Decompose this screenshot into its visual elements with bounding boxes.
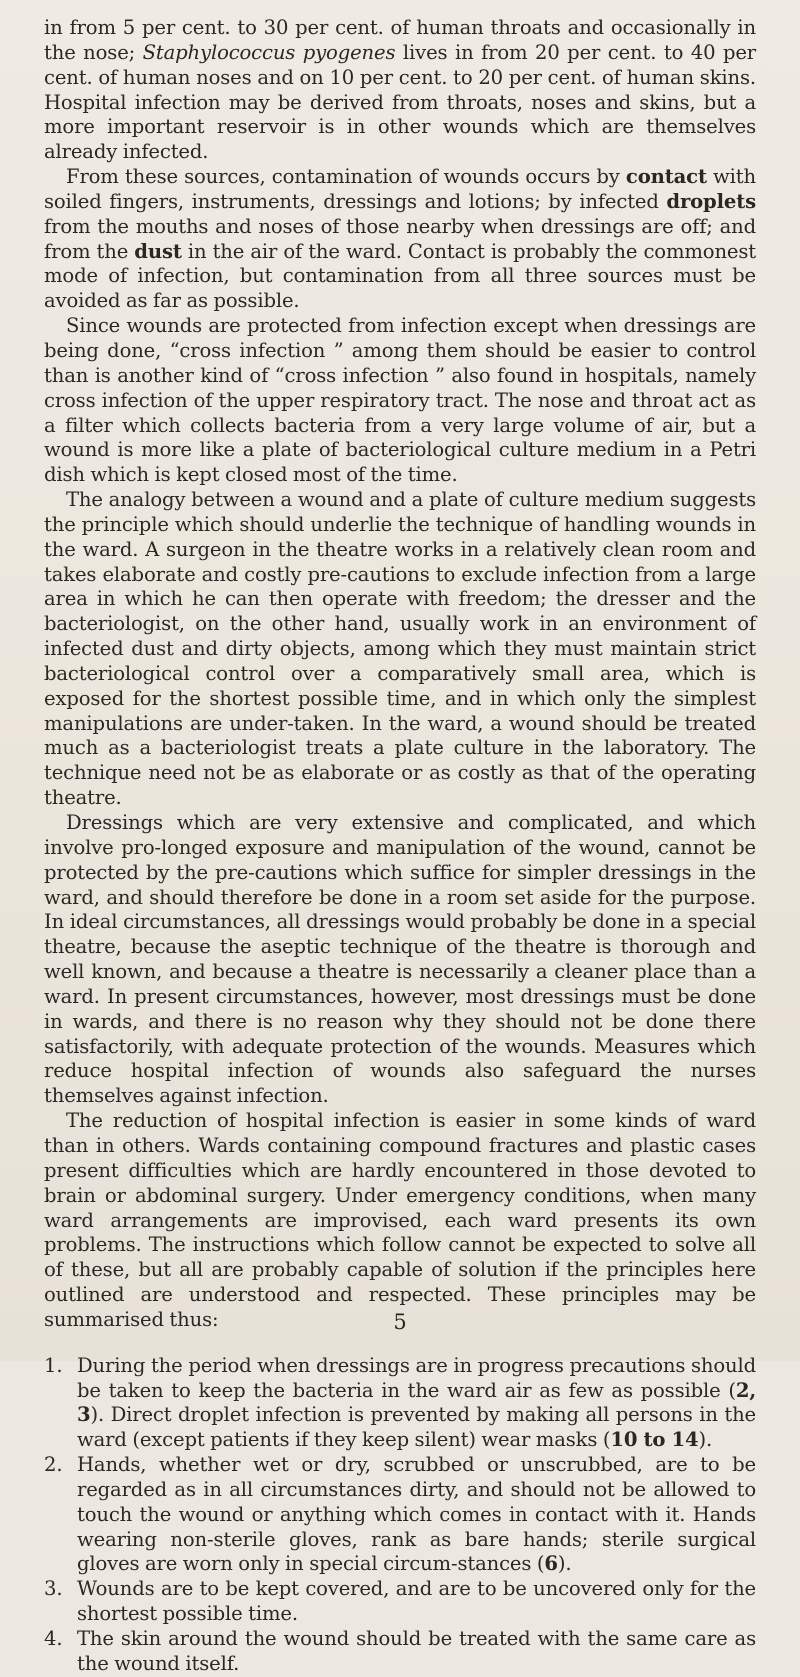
list-item	[44, 1577, 756, 1627]
paragraph-2-text-a: From these sources, contamination of wounds occurs by	[66, 165, 626, 189]
paragraph-2-text-b: with soiled fingers, instruments, dressings and lotions; by infected	[44, 165, 756, 213]
principles-list	[44, 1354, 756, 1677]
paragraph-3: Since wounds are protected from infection except when dressings are being done, “cross infection ” among them should be easier to control than is another kind of “cross infection ” also found in hospitals, namely cross infection of the upper respiratory tract. The nose and throat act as a filter which collects bacteria from a very large volume of air, but a wound is more like a plate of bacteriological culture medium in a Petri dish which is kept closed most of the time.	[44, 314, 756, 487]
list-item-text: ).	[557, 1552, 572, 1576]
paragraph-2	[44, 165, 756, 314]
list-item	[44, 1627, 756, 1677]
list-item	[44, 1354, 756, 1453]
paragraph-reference: 6	[544, 1552, 558, 1576]
list-item-text: The skin around the wound should be treated with the same care as the wound itself.	[77, 1627, 756, 1675]
page-number: 5	[393, 1310, 407, 1334]
list-item-text: During the period when dressings are in progress precautions should be taken to keep the bacteria in the ward air as few as possible (	[77, 1353, 756, 1402]
list-item-number: 3.	[44, 1577, 63, 1601]
list-item-text: Hands, whether wet or dry, scrubbed or unscrubbed, are to be regarded as in all circumstances dirty, and should not be allowed to touch the wound or anything which comes in contact with it. Hands wearing non-sterile gloves, rank as bare hands; sterile surgical gloves are worn only in special circum-stances (	[77, 1453, 756, 1576]
term-dust: dust	[134, 239, 182, 263]
list-item	[44, 1453, 756, 1577]
term-droplets: droplets	[666, 189, 756, 213]
paragraph-reference: 10 to 14	[610, 1428, 699, 1452]
list-item-number: 4.	[44, 1627, 63, 1650]
list-item-text: ). Direct droplet infection is prevented by making all persons in the ward (except patients if they keep silent) wear masks (	[77, 1403, 756, 1452]
paragraph-2-text-c: from the mouths and noses of those nearby when dressings are off; and from the	[44, 214, 756, 263]
paragraph-4: The analogy between a wound and a plate of culture medium suggests the principle which should underlie the technique of handling wounds in the ward. A surgeon in the theatre works in a relatively clean room and takes elaborate and costly pre-cautions to exclude infection from a large area in which he can then operate with freedom; the dresser and the bacteriologist, on the other hand, usually work in an environment of infected dust and dirty objects, among which they must maintain strict bacteriological control over a comparatively small area, which is exposed for the shortest possible time, and in which only the simplest manipulations are under-taken. In the ward, a wound should be treated much as a bacteriologist treats a plate culture in the laboratory. The technique need not be as elaborate or as costly as that of the operating theatre.	[44, 488, 756, 810]
organism-name: Staphylococcus pyogenes	[142, 40, 396, 64]
paragraph-1-rest: lives in from 20 per cent. to 40 per cent. of human noses and on 10 per cent. to 20 per cent. of human skins. Hospital infection may be derived from throats, noses and skins, but a more important reservoir is in other wounds which are themselves already infected.	[44, 40, 756, 164]
paragraph-1	[44, 16, 756, 165]
term-contact: contact	[625, 165, 707, 189]
paragraph-5: Dressings which are very extensive and complicated, and which involve pro-longed exposure and manipulation of the wound, cannot be protected by the pre-cautions which suffice for simpler dressings in the ward, and should therefore be done in a room set aside for the purpose. In ideal circumstances, all dressings would probably be done in a special theatre, because the aseptic technique of the theatre is thorough and well known, and because a theatre is necessarily a cleaner place than a ward. In present circumstances, however, most dressings must be done in wards, and there is no reason why they should not be done there satisfactorily, with adequate protection of the wounds. Measures which reduce hospital infection of wounds also safeguard the nurses themselves against infection.	[44, 811, 756, 1108]
paragraph-6: The reduction of hospital infection is easier in some kinds of ward than in others. Wards containing compound fractures and plastic cases present difficulties which are hardly encountered in those devoted to brain or abdominal surgery. Under emergency conditions, when many ward arrangements are improvised, each ward presents its own problems. The instructions which follow cannot be expected to solve all of these, but all are probably capable of solution if the principles here outlined are understood and respected. These principles may be summarised thus:	[44, 1109, 756, 1331]
list-item-text: ).	[698, 1428, 713, 1452]
list-item-number: 1.	[44, 1353, 63, 1377]
paragraph-2-text-d: in the air of the ward. Contact is probably the commonest mode of infection, but contamination from all three sources must be avoided as far as possible.	[44, 239, 756, 313]
paragraph-1-text: in from 5 per cent. to 30 per cent. of human throats and occasionally in the nose;	[44, 16, 756, 64]
list-item-number: 2.	[44, 1453, 63, 1477]
list-item-text: Wounds are to be kept covered, and are to be uncovered only for the shortest possible time.	[77, 1577, 756, 1626]
paragraph-reference: 2, 3	[77, 1378, 756, 1427]
